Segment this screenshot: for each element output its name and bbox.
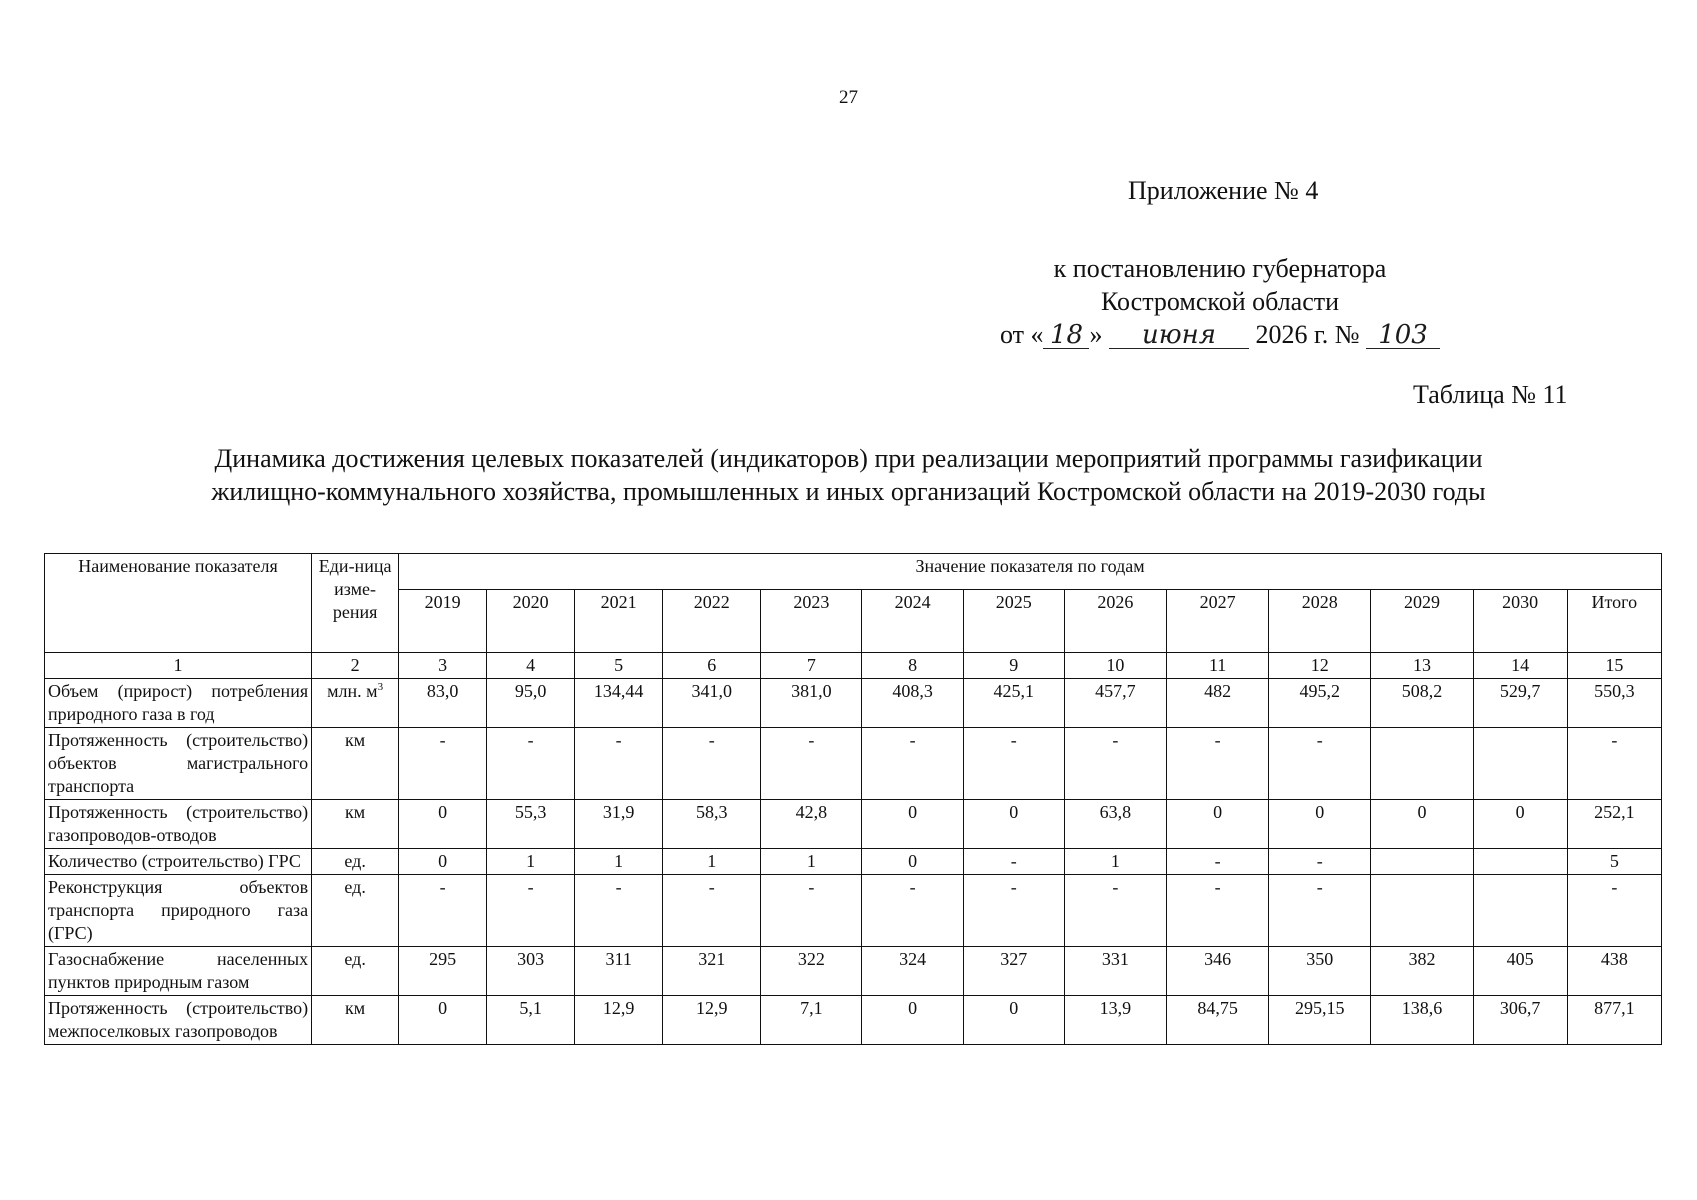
column-number: 8	[862, 653, 963, 679]
column-number: 6	[663, 653, 761, 679]
header-year: 2020	[487, 590, 575, 653]
indicator-unit	[312, 996, 399, 1045]
value-cell: 0	[862, 800, 963, 849]
value-cell: 321	[663, 947, 761, 996]
value-cell: 306,7	[1473, 996, 1567, 1045]
value-cell: -	[575, 875, 663, 947]
value-cell: -	[487, 875, 575, 947]
value-cell: -	[862, 728, 963, 800]
table-row	[45, 996, 1662, 1045]
value-cell: 295	[399, 947, 487, 996]
value-cell	[1473, 875, 1567, 947]
indicator-name: Протяженность (строительство) объектов магистрального транспорта	[45, 728, 312, 800]
value-cell: 550,3	[1567, 679, 1661, 728]
value-cell	[1473, 849, 1567, 875]
column-number: 15	[1567, 653, 1661, 679]
value-cell	[1371, 849, 1473, 875]
value-cell: 252,1	[1567, 800, 1661, 849]
value-cell: 12,9	[663, 996, 761, 1045]
column-number: 5	[575, 653, 663, 679]
table-row	[45, 849, 1662, 875]
indicator-unit	[312, 679, 399, 728]
indicator-unit	[312, 728, 399, 800]
indicator-unit	[312, 800, 399, 849]
value-cell: 346	[1167, 947, 1269, 996]
value-cell: 138,6	[1371, 996, 1473, 1045]
value-cell: -	[963, 875, 1064, 947]
value-cell: -	[761, 875, 862, 947]
value-cell: 311	[575, 947, 663, 996]
value-cell: -	[1167, 849, 1269, 875]
value-cell: 425,1	[963, 679, 1064, 728]
column-number: 10	[1064, 653, 1166, 679]
value-cell: 0	[1167, 800, 1269, 849]
value-cell: 482	[1167, 679, 1269, 728]
value-cell: 0	[399, 849, 487, 875]
value-cell: 508,2	[1371, 679, 1473, 728]
value-cell: 408,3	[862, 679, 963, 728]
indicator-unit	[312, 849, 399, 875]
header-year: 2029	[1371, 590, 1473, 653]
appendix-title: Приложение № 4	[1128, 176, 1319, 205]
unit-text: км	[345, 730, 366, 750]
value-cell: 322	[761, 947, 862, 996]
value-cell: 324	[862, 947, 963, 996]
value-cell: -	[1567, 875, 1661, 947]
table-row	[45, 679, 1662, 728]
column-number: 13	[1371, 653, 1473, 679]
table-body	[45, 679, 1662, 1045]
header-year: 2025	[963, 590, 1064, 653]
value-cell: 5,1	[487, 996, 575, 1045]
value-cell	[1371, 875, 1473, 947]
table-row	[45, 728, 1662, 800]
header-year: Итого	[1567, 590, 1661, 653]
value-cell: 327	[963, 947, 1064, 996]
header-year: 2019	[399, 590, 487, 653]
value-cell	[1473, 728, 1567, 800]
value-cell: -	[399, 728, 487, 800]
header-unit: Еди-ница изме-рения	[312, 554, 399, 653]
value-cell: -	[1167, 728, 1269, 800]
indicator-name: Протяженность (строительство) межпоселковых газопроводов	[45, 996, 312, 1045]
header-indicator-name: Наименование показателя	[45, 554, 312, 653]
column-number: 14	[1473, 653, 1567, 679]
column-number: 3	[399, 653, 487, 679]
header-values-by-year: Значение показателя по годам	[399, 554, 1662, 590]
value-cell: 0	[1269, 800, 1371, 849]
value-cell	[1371, 728, 1473, 800]
column-number: 7	[761, 653, 862, 679]
value-cell: -	[1269, 728, 1371, 800]
value-cell: -	[1167, 875, 1269, 947]
value-cell: 457,7	[1064, 679, 1166, 728]
value-cell: 0	[963, 800, 1064, 849]
header-year: 2024	[862, 590, 963, 653]
value-cell: 58,3	[663, 800, 761, 849]
value-cell: 13,9	[1064, 996, 1166, 1045]
indicator-name: Протяженность (строительство) газопроводов-отводов	[45, 800, 312, 849]
column-number: 1	[45, 653, 312, 679]
value-cell: -	[963, 849, 1064, 875]
header-year: 2028	[1269, 590, 1371, 653]
value-cell: 405	[1473, 947, 1567, 996]
value-cell: 12,9	[575, 996, 663, 1045]
value-cell: -	[399, 875, 487, 947]
value-cell: -	[1269, 875, 1371, 947]
unit-text: ед.	[344, 949, 366, 969]
decree-quote-close: »	[1089, 320, 1103, 349]
column-number: 2	[312, 653, 399, 679]
value-cell: 1	[487, 849, 575, 875]
decree-prefix: от «	[999, 320, 1044, 349]
value-cell: 303	[487, 947, 575, 996]
value-cell: 529,7	[1473, 679, 1567, 728]
indicators-table	[44, 553, 1662, 1045]
unit-superscript: 3	[377, 681, 384, 693]
header-year: 2027	[1167, 590, 1269, 653]
value-cell: -	[575, 728, 663, 800]
decree-line-1: к постановлению губернатора	[1053, 254, 1387, 283]
value-cell: 1	[1064, 849, 1166, 875]
column-number: 9	[963, 653, 1064, 679]
value-cell: 438	[1567, 947, 1661, 996]
value-cell: 1	[575, 849, 663, 875]
value-cell: -	[1064, 728, 1166, 800]
document-title	[0, 442, 1697, 508]
title-line-2: жилищно-коммунального хозяйства, промышленных и иных организаций Костромской области на 2019-2030 годы	[211, 477, 1486, 506]
decree-line-2: Костромской области	[1100, 287, 1340, 316]
handwritten-day: 18	[1043, 322, 1089, 349]
value-cell: 134,44	[575, 679, 663, 728]
page-number: 27	[839, 87, 858, 108]
value-cell: 63,8	[1064, 800, 1166, 849]
header-year: 2026	[1064, 590, 1166, 653]
header-year: 2030	[1473, 590, 1567, 653]
column-number: 11	[1167, 653, 1269, 679]
decree-date-line	[950, 318, 1490, 351]
value-cell: -	[1567, 728, 1661, 800]
decree-reference	[950, 252, 1490, 351]
indicator-name: Газоснабжение населенных пунктов природным газом	[45, 947, 312, 996]
value-cell: 0	[399, 996, 487, 1045]
value-cell: 0	[399, 800, 487, 849]
value-cell: 350	[1269, 947, 1371, 996]
value-cell: 0	[1371, 800, 1473, 849]
value-cell: 0	[862, 849, 963, 875]
indicator-name: Реконструкция объектов транспорта природного газа (ГРС)	[45, 875, 312, 947]
value-cell: 0	[1473, 800, 1567, 849]
value-cell: -	[663, 875, 761, 947]
value-cell: -	[1064, 875, 1166, 947]
value-cell: 83,0	[399, 679, 487, 728]
value-cell: 295,15	[1269, 996, 1371, 1045]
table-row	[45, 875, 1662, 947]
unit-text: ед.	[344, 851, 366, 871]
value-cell: 382	[1371, 947, 1473, 996]
unit-text: ед.	[344, 877, 366, 897]
indicator-name: Количество (строительство) ГРС	[45, 849, 312, 875]
indicator-name: Объем (прирост) потребления природного газа в год	[45, 679, 312, 728]
unit-text: км	[345, 802, 366, 822]
value-cell: 331	[1064, 947, 1166, 996]
value-cell: 55,3	[487, 800, 575, 849]
value-cell: 95,0	[487, 679, 575, 728]
unit-text: км	[345, 998, 366, 1018]
header-year: 2021	[575, 590, 663, 653]
table-header	[45, 554, 1662, 679]
value-cell: -	[963, 728, 1064, 800]
handwritten-number: 103	[1366, 322, 1440, 349]
value-cell: 0	[862, 996, 963, 1045]
value-cell: 495,2	[1269, 679, 1371, 728]
header-year: 2022	[663, 590, 761, 653]
value-cell: 381,0	[761, 679, 862, 728]
value-cell: 1	[663, 849, 761, 875]
value-cell: 84,75	[1167, 996, 1269, 1045]
value-cell: 42,8	[761, 800, 862, 849]
value-cell: -	[761, 728, 862, 800]
column-number: 12	[1269, 653, 1371, 679]
value-cell: 0	[963, 996, 1064, 1045]
value-cell: -	[1269, 849, 1371, 875]
table-row	[45, 947, 1662, 996]
handwritten-month: июня	[1109, 322, 1249, 349]
value-cell: 1	[761, 849, 862, 875]
indicator-unit	[312, 947, 399, 996]
value-cell: -	[663, 728, 761, 800]
decree-year: 2026 г. №	[1255, 320, 1360, 349]
value-cell: 7,1	[761, 996, 862, 1045]
title-line-1: Динамика достижения целевых показателей (индикаторов) при реализации мероприятий программы газификации	[214, 444, 1483, 473]
value-cell: 341,0	[663, 679, 761, 728]
value-cell: 877,1	[1567, 996, 1661, 1045]
unit-text: млн. м	[327, 681, 378, 701]
indicator-unit	[312, 875, 399, 947]
column-number: 4	[487, 653, 575, 679]
value-cell: 5	[1567, 849, 1661, 875]
column-numbers-row	[45, 653, 1662, 679]
header-year: 2023	[761, 590, 862, 653]
table-label: Таблица № 11	[1413, 380, 1568, 409]
value-cell: -	[487, 728, 575, 800]
value-cell: 31,9	[575, 800, 663, 849]
table-row	[45, 800, 1662, 849]
value-cell: -	[862, 875, 963, 947]
